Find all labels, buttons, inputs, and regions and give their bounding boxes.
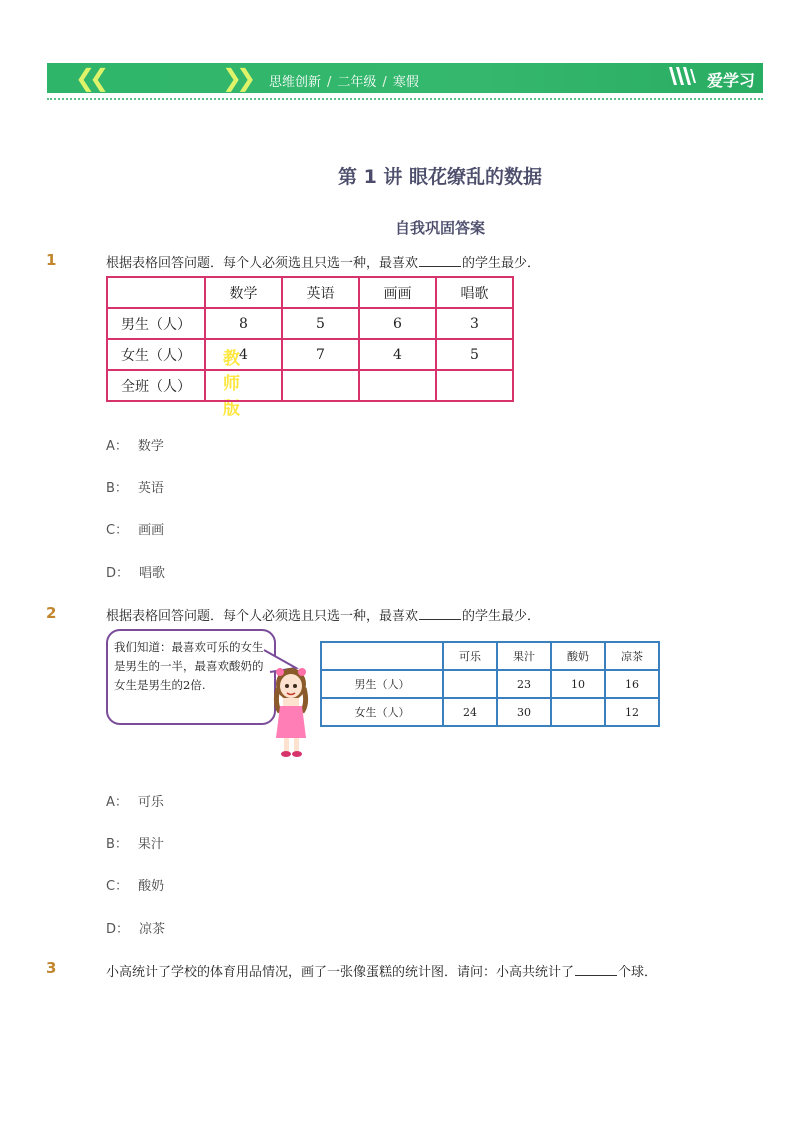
table-cell: 5 [436, 339, 513, 370]
question-text-after: 个球． [618, 965, 658, 980]
option-c[interactable] [106, 875, 164, 894]
option-b[interactable] [106, 833, 164, 852]
option-value: 凉茶 [139, 922, 166, 937]
question-text [106, 605, 540, 624]
row-label: 男生（人） [321, 670, 443, 698]
option-letter: A： [106, 439, 128, 454]
logo-text: 爱学习 [706, 71, 755, 90]
double-chevron-left-icon: ❮❮ [75, 64, 104, 92]
row-label: 男生（人） [107, 308, 205, 339]
logo-icon [667, 65, 697, 87]
table-cell: 10 [551, 670, 605, 698]
option-a[interactable] [106, 435, 164, 454]
answer-blank[interactable] [575, 964, 617, 976]
table-cell: 23 [497, 670, 551, 698]
answer-blank[interactable] [419, 608, 461, 620]
table-header-row [107, 277, 513, 308]
option-letter: D： [106, 922, 130, 937]
option-letter: B： [106, 837, 128, 852]
option-value: 果汁 [137, 837, 164, 852]
option-c[interactable] [106, 519, 164, 538]
table-header-cell: 可乐 [443, 642, 497, 670]
option-value: 可乐 [137, 795, 164, 810]
table-cell: 24 [443, 698, 497, 726]
table-cell [321, 642, 443, 670]
option-value: 唱歌 [139, 566, 166, 581]
breadcrumb-item: 二年级 [337, 75, 377, 90]
option-letter: B： [106, 481, 128, 496]
breadcrumb: 思维创新 / 二年级 / 寒假 [269, 75, 419, 90]
question-text [106, 961, 657, 980]
table-cell: 4 [205, 339, 282, 370]
table-cell: 7 [282, 339, 359, 370]
table-cell [282, 370, 359, 401]
question-number: 2 [46, 604, 57, 622]
table-cell [551, 698, 605, 726]
row-label: 女生（人） [107, 339, 205, 370]
header-divider [47, 98, 763, 100]
question-text-after: 的学生最少． [462, 609, 541, 624]
option-a[interactable] [106, 791, 164, 810]
table-row [107, 339, 513, 370]
table-header-cell: 唱歌 [436, 277, 513, 308]
table-cell: 4 [359, 339, 436, 370]
option-d[interactable] [106, 562, 165, 581]
row-label: 全班（人） [107, 370, 205, 401]
option-letter: D： [106, 566, 130, 581]
question-number: 1 [46, 251, 57, 269]
answer-blank[interactable] [419, 255, 461, 267]
row-label: 女生（人） [321, 698, 443, 726]
girl-illustration [268, 664, 314, 760]
data-table [106, 276, 514, 402]
section-subtitle: 自我巩固答案 [394, 219, 485, 237]
question-text-before: 根据表格回答问题．每个人必须选且只选一种，最喜欢 [106, 609, 419, 624]
table-row [107, 370, 513, 401]
table-cell: 8 [205, 308, 282, 339]
question-text [106, 252, 540, 271]
table-header-cell: 凉茶 [605, 642, 659, 670]
table-row [321, 698, 659, 726]
table-cell: 3 [436, 308, 513, 339]
question-text-before: 小高统计了学校的体育用品情况，画了一张像蛋糕的统计图．请问：小高共统计了 [106, 965, 575, 980]
breadcrumb-item: 寒假 [392, 75, 419, 90]
table-header-cell: 酸奶 [551, 642, 605, 670]
table-header-row [321, 642, 659, 670]
brand-part2: 讲义 [437, 714, 454, 759]
option-value: 英语 [137, 481, 164, 496]
option-value: 画画 [138, 523, 165, 538]
table-header-cell: 画画 [359, 277, 436, 308]
data-table [320, 641, 660, 727]
option-letter: A： [106, 795, 128, 810]
question-text-after: 的学生最少． [462, 256, 541, 271]
table-cell [443, 670, 497, 698]
option-d[interactable] [106, 918, 165, 937]
table-cell [359, 370, 436, 401]
lecture-title: 第 1 讲 眼花缭乱的数据 [337, 166, 543, 188]
table-header-cell: 英语 [282, 277, 359, 308]
table-cell: 16 [605, 670, 659, 698]
table-cell: 5 [282, 308, 359, 339]
table-header-cell: 数学 [205, 277, 282, 308]
option-letter: C： [106, 879, 129, 894]
table-cell: 12 [605, 698, 659, 726]
table-cell: 30 [497, 698, 551, 726]
double-chevron-right-icon: ❯❯ [222, 64, 251, 92]
brand-part1: 教师版 [223, 349, 240, 419]
question-number: 3 [46, 959, 57, 977]
table-cell: 6 [359, 308, 436, 339]
option-letter: C： [106, 523, 129, 538]
bubble-text: 我们知道：最喜欢可乐的女生是男生的一半，最喜欢酸奶的女生是男生的2倍. [114, 640, 264, 692]
option-value: 酸奶 [138, 879, 165, 894]
table-cell [436, 370, 513, 401]
breadcrumb-item: 思维创新 [269, 75, 322, 90]
table-cell [107, 277, 205, 308]
question-text-before: 根据表格回答问题．每个人必须选且只选一种，最喜欢 [106, 256, 419, 271]
table-row [107, 308, 513, 339]
table-header-cell: 果汁 [497, 642, 551, 670]
table-cell [205, 370, 282, 401]
option-b[interactable] [106, 477, 164, 496]
option-value: 数学 [137, 439, 164, 454]
table-row [321, 670, 659, 698]
